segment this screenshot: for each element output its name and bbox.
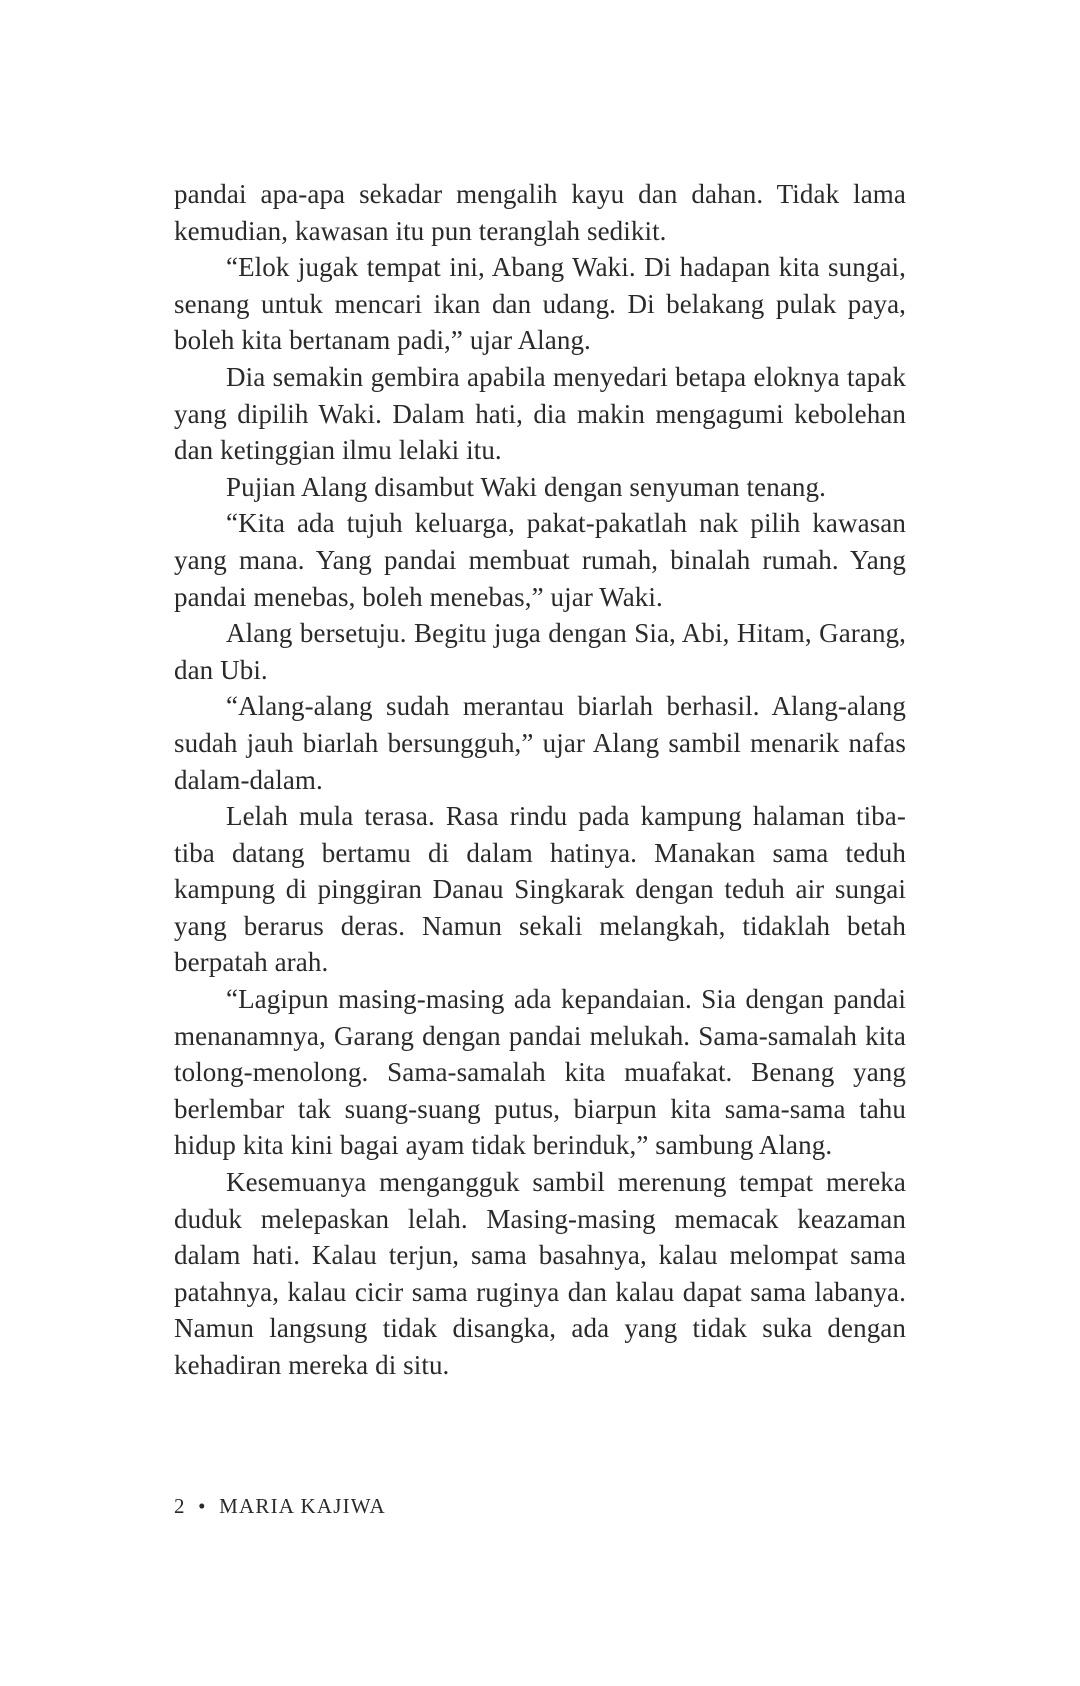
footer-separator: •: [198, 1494, 207, 1518]
page-number: 2: [174, 1494, 186, 1518]
paragraph-3: Dia semakin gembira apabila menyedari betapa eloknya tapak yang dipilih Waki. Dalam hati, dia makin mengagumi kebolehan dan ketinggian ilmu lelaki itu.: [174, 361, 906, 466]
paragraph-7: “Alang-alang sudah merantau biarlah berhasil. Alang-alang sudah jauh biarlah bersungguh,” ujar Alang sambil menarik nafas dalam-dalam.: [174, 691, 906, 795]
paragraph-10: Kesemuanya mengangguk sambil merenung tempat mereka duduk melepaskan lelah. Masing-masing memacak keazaman dalam hati. Kalau terjun, sama basahnya, kalau melompat sama patahnya, kalau cicir sama ruginya dan kalau dapat sama labanya. Namun langsung tidak disangka, ada yang tidak suka dengan kehadiran mereka di situ.: [174, 1167, 906, 1380]
paragraph-9: “Lagipun masing-masing ada kepandaian. Sia dengan pandai menanamnya, Garang dengan pandai melukah. Sama-samalah kita tolong-menolong. Sama-samalah kita muafakat. Benang yang berlembar tak suang-suang putus, biarpun kita sama-sama tahu hidup kita kini bagai ayam tidak berinduk,” sambung Alang.: [174, 984, 906, 1161]
running-footer-author: MARIA KAJIWA: [219, 1494, 386, 1518]
paragraph-2: “Elok jugak tempat ini, Abang Waki. Di hadapan kita sungai, senang untuk mencari ikan dan udang. Di belakang pulak paya, boleh kita bertanam padi,” ujar Alang.: [174, 252, 906, 356]
paragraph-4: Pujian Alang disambut Waki dengan senyuman tenang.: [226, 471, 826, 502]
page-footer: [174, 1494, 386, 1519]
body-text: [174, 176, 906, 1384]
paragraph-1: pandai apa-apa sekadar mengalih kayu dan dahan. Tidak lama kemudian, kawasan itu pun teranglah sedikit.: [174, 179, 906, 246]
paragraph-6: Alang bersetuju. Begitu juga dengan Sia, Abi, Hitam, Garang, dan Ubi.: [174, 618, 906, 685]
paragraph-8: Lelah mula terasa. Rasa rindu pada kampung halaman tiba-tiba datang bertamu di dalam hatinya. Manakan sama teduh kampung di pinggiran Danau Singkarak dengan teduh air sungai yang berarus deras. Namun sekali melangkah, tidaklah betah berpatah arah.: [174, 801, 906, 978]
paragraph-5: “Kita ada tujuh keluarga, pakat-pakatlah nak pilih kawasan yang mana. Yang pandai membuat rumah, binalah rumah. Yang pandai menebas, boleh menebas,” ujar Waki.: [174, 508, 906, 612]
